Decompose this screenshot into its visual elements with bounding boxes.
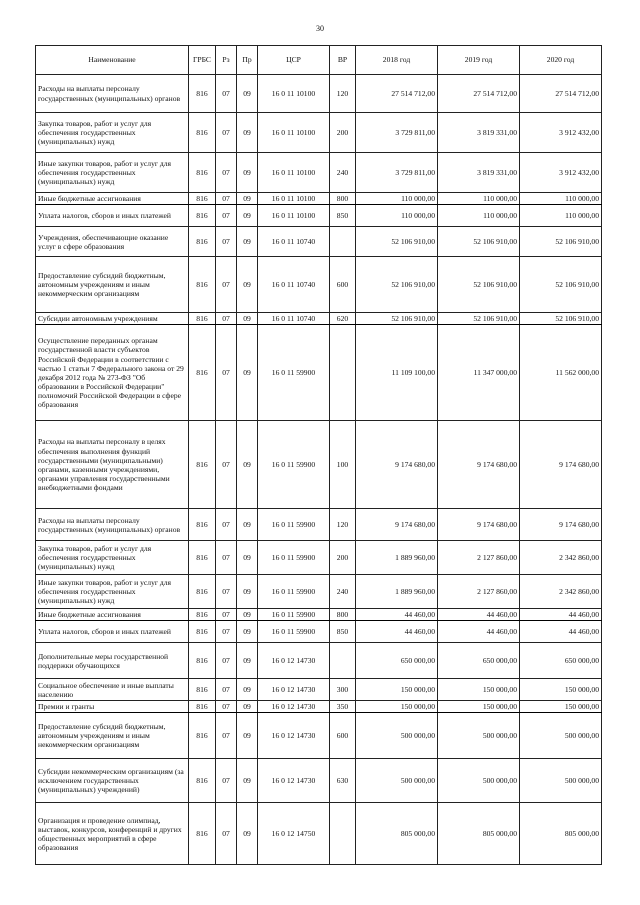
cell-2019: 110 000,00 (438, 193, 520, 205)
cell-grbs: 816 (189, 153, 216, 193)
cell-2019: 2 127 860,00 (438, 541, 520, 575)
cell-2019: 52 106 910,00 (438, 313, 520, 325)
cell-pr: 09 (237, 421, 258, 509)
cell-csr: 16 0 12 14730 (258, 679, 330, 701)
cell-2019: 500 000,00 (438, 713, 520, 759)
cell-vr: 240 (330, 153, 356, 193)
cell-csr: 16 0 11 59900 (258, 575, 330, 609)
cell-name: Закупка товаров, работ и услуг для обеспечения государственных (муниципальных) нужд (36, 541, 189, 575)
cell-grbs: 816 (189, 679, 216, 701)
cell-rz: 07 (216, 313, 237, 325)
cell-name: Закупка товаров, работ и услуг для обеспечения государственных (муниципальных) нужд (36, 113, 189, 153)
cell-2020: 2 342 860,00 (520, 541, 602, 575)
header-rz: Рз (216, 46, 237, 75)
cell-2018: 150 000,00 (356, 701, 438, 713)
cell-csr: 16 0 11 10740 (258, 313, 330, 325)
cell-2018: 9 174 680,00 (356, 421, 438, 509)
table-header-row (36, 46, 602, 75)
cell-grbs: 816 (189, 205, 216, 227)
cell-grbs: 816 (189, 257, 216, 313)
table-row (36, 153, 602, 193)
cell-pr: 09 (237, 541, 258, 575)
cell-rz: 07 (216, 609, 237, 621)
cell-rz: 07 (216, 75, 237, 113)
cell-pr: 09 (237, 313, 258, 325)
cell-2018: 52 106 910,00 (356, 257, 438, 313)
header-2018: 2018 год (356, 46, 438, 75)
cell-pr: 09 (237, 679, 258, 701)
cell-name: Предоставление субсидий бюджетным, автономным учреждениям и иным некоммерческим организациям (36, 713, 189, 759)
cell-rz: 07 (216, 541, 237, 575)
table-row (36, 803, 602, 865)
cell-2019: 52 106 910,00 (438, 257, 520, 313)
cell-vr (330, 643, 356, 679)
cell-csr: 16 0 11 10100 (258, 113, 330, 153)
cell-2020: 110 000,00 (520, 205, 602, 227)
cell-name: Иные бюджетные ассигнования (36, 193, 189, 205)
cell-grbs: 816 (189, 325, 216, 421)
cell-vr: 630 (330, 759, 356, 803)
cell-rz: 07 (216, 205, 237, 227)
cell-2020: 650 000,00 (520, 643, 602, 679)
table-row (36, 325, 602, 421)
cell-2020: 52 106 910,00 (520, 313, 602, 325)
cell-grbs: 816 (189, 541, 216, 575)
header-name: Наименование (36, 46, 189, 75)
table-row (36, 205, 602, 227)
cell-name: Предоставление субсидий бюджетным, автономным учреждениям и иным некоммерческим организациям (36, 257, 189, 313)
cell-name: Расходы на выплаты персоналу государственных (муниципальных) органов (36, 75, 189, 113)
cell-vr (330, 325, 356, 421)
cell-2019: 3 819 331,00 (438, 153, 520, 193)
cell-2020: 110 000,00 (520, 193, 602, 205)
cell-grbs: 816 (189, 609, 216, 621)
table-row (36, 701, 602, 713)
table-row (36, 621, 602, 643)
cell-2019: 3 819 331,00 (438, 113, 520, 153)
cell-name: Социальное обеспечение и иные выплаты населению (36, 679, 189, 701)
cell-2019: 44 460,00 (438, 621, 520, 643)
cell-grbs: 816 (189, 421, 216, 509)
cell-2019: 2 127 860,00 (438, 575, 520, 609)
cell-grbs: 816 (189, 75, 216, 113)
cell-2019: 500 000,00 (438, 759, 520, 803)
cell-rz: 07 (216, 325, 237, 421)
cell-vr: 600 (330, 257, 356, 313)
cell-2019: 805 000,00 (438, 803, 520, 865)
cell-rz: 07 (216, 509, 237, 541)
cell-rz: 07 (216, 803, 237, 865)
cell-2020: 27 514 712,00 (520, 75, 602, 113)
cell-vr: 120 (330, 509, 356, 541)
cell-2020: 11 562 000,00 (520, 325, 602, 421)
header-2020: 2020 год (520, 46, 602, 75)
cell-rz: 07 (216, 759, 237, 803)
table-row (36, 643, 602, 679)
cell-2020: 44 460,00 (520, 621, 602, 643)
cell-2020: 150 000,00 (520, 679, 602, 701)
cell-2018: 44 460,00 (356, 609, 438, 621)
cell-grbs: 816 (189, 509, 216, 541)
cell-name: Уплата налогов, сборов и иных платежей (36, 621, 189, 643)
cell-2019: 150 000,00 (438, 701, 520, 713)
cell-pr: 09 (237, 643, 258, 679)
cell-vr: 240 (330, 575, 356, 609)
cell-2018: 110 000,00 (356, 205, 438, 227)
cell-2018: 3 729 811,00 (356, 153, 438, 193)
cell-2018: 1 889 960,00 (356, 541, 438, 575)
header-vr: ВР (330, 46, 356, 75)
cell-grbs: 816 (189, 313, 216, 325)
cell-grbs: 816 (189, 621, 216, 643)
cell-rz: 07 (216, 621, 237, 643)
cell-pr: 09 (237, 227, 258, 257)
cell-2018: 500 000,00 (356, 713, 438, 759)
cell-2018: 52 106 910,00 (356, 227, 438, 257)
table-row (36, 193, 602, 205)
cell-2018: 27 514 712,00 (356, 75, 438, 113)
cell-rz: 07 (216, 643, 237, 679)
cell-name: Дополнительные меры государственной поддержки обучающихся (36, 643, 189, 679)
cell-pr: 09 (237, 257, 258, 313)
cell-name: Расходы на выплаты персоналу государственных (муниципальных) органов (36, 509, 189, 541)
cell-2019: 11 347 000,00 (438, 325, 520, 421)
cell-grbs: 816 (189, 643, 216, 679)
cell-2019: 52 106 910,00 (438, 227, 520, 257)
cell-2018: 1 889 960,00 (356, 575, 438, 609)
cell-csr: 16 0 12 14730 (258, 713, 330, 759)
cell-2018: 3 729 811,00 (356, 113, 438, 153)
table-row (36, 679, 602, 701)
cell-2018: 44 460,00 (356, 621, 438, 643)
cell-2020: 805 000,00 (520, 803, 602, 865)
table-row (36, 113, 602, 153)
cell-2019: 27 514 712,00 (438, 75, 520, 113)
cell-csr: 16 0 11 10100 (258, 75, 330, 113)
cell-name: Субсидии некоммерческим организациям (за исключением государственных (муниципальных) учреждений) (36, 759, 189, 803)
table-row (36, 713, 602, 759)
cell-vr: 850 (330, 621, 356, 643)
cell-2020: 9 174 680,00 (520, 509, 602, 541)
cell-2018: 150 000,00 (356, 679, 438, 701)
cell-vr: 600 (330, 713, 356, 759)
cell-vr: 100 (330, 421, 356, 509)
cell-csr: 16 0 11 59900 (258, 325, 330, 421)
cell-2019: 44 460,00 (438, 609, 520, 621)
cell-2019: 9 174 680,00 (438, 509, 520, 541)
cell-grbs: 816 (189, 701, 216, 713)
cell-grbs: 816 (189, 113, 216, 153)
cell-vr (330, 227, 356, 257)
cell-csr: 16 0 12 14730 (258, 643, 330, 679)
cell-2018: 110 000,00 (356, 193, 438, 205)
cell-rz: 07 (216, 421, 237, 509)
cell-csr: 16 0 12 14750 (258, 803, 330, 865)
cell-grbs: 816 (189, 575, 216, 609)
cell-csr: 16 0 11 10100 (258, 193, 330, 205)
cell-grbs: 816 (189, 713, 216, 759)
cell-name: Уплата налогов, сборов и иных платежей (36, 205, 189, 227)
cell-name: Субсидии автономным учреждениям (36, 313, 189, 325)
cell-rz: 07 (216, 679, 237, 701)
cell-2020: 2 342 860,00 (520, 575, 602, 609)
cell-vr: 350 (330, 701, 356, 713)
table-row (36, 75, 602, 113)
header-pr: Пр (237, 46, 258, 75)
cell-pr: 09 (237, 713, 258, 759)
cell-csr: 16 0 11 59900 (258, 609, 330, 621)
cell-pr: 09 (237, 609, 258, 621)
cell-name: Иные закупки товаров, работ и услуг для обеспечения государственных (муниципальных) нужд (36, 153, 189, 193)
cell-name: Учреждения, обеспечивающие оказание услуг в сфере образования (36, 227, 189, 257)
cell-name: Осуществление переданных органам государственной власти субъектов Российской Федерации в соответствии с частью 1 статьи 7 Федерального закона от 29 декабря 2012 года № 273-ФЗ "Об образовании в Российской Федерации" полномочий Российской Федерации в сфере образования (36, 325, 189, 421)
table-row (36, 609, 602, 621)
table-row (36, 509, 602, 541)
cell-2020: 150 000,00 (520, 701, 602, 713)
cell-2019: 650 000,00 (438, 643, 520, 679)
cell-2020: 3 912 432,00 (520, 153, 602, 193)
cell-2018: 500 000,00 (356, 759, 438, 803)
cell-2019: 110 000,00 (438, 205, 520, 227)
cell-pr: 09 (237, 153, 258, 193)
cell-pr: 09 (237, 701, 258, 713)
cell-csr: 16 0 11 10100 (258, 205, 330, 227)
cell-2018: 52 106 910,00 (356, 313, 438, 325)
cell-2020: 500 000,00 (520, 713, 602, 759)
cell-2020: 44 460,00 (520, 609, 602, 621)
table-row (36, 575, 602, 609)
cell-pr: 09 (237, 759, 258, 803)
table-row (36, 541, 602, 575)
cell-pr: 09 (237, 113, 258, 153)
cell-vr: 300 (330, 679, 356, 701)
cell-rz: 07 (216, 193, 237, 205)
cell-rz: 07 (216, 701, 237, 713)
cell-pr: 09 (237, 193, 258, 205)
header-grbs: ГРБС (189, 46, 216, 75)
cell-2020: 52 106 910,00 (520, 227, 602, 257)
cell-csr: 16 0 11 10740 (258, 227, 330, 257)
table-row (36, 227, 602, 257)
cell-2018: 805 000,00 (356, 803, 438, 865)
cell-pr: 09 (237, 205, 258, 227)
page-number: 30 (316, 24, 324, 33)
cell-vr: 120 (330, 75, 356, 113)
cell-grbs: 816 (189, 803, 216, 865)
cell-rz: 07 (216, 113, 237, 153)
cell-name: Премии и гранты (36, 701, 189, 713)
cell-vr: 800 (330, 609, 356, 621)
cell-csr: 16 0 11 59900 (258, 509, 330, 541)
cell-csr: 16 0 12 14730 (258, 701, 330, 713)
cell-vr: 200 (330, 113, 356, 153)
cell-grbs: 816 (189, 227, 216, 257)
cell-name: Организация и проведение олимпиад, выставок, конкурсов, конференций и других общественных мероприятий в сфере образования (36, 803, 189, 865)
table-row (36, 257, 602, 313)
header-2019: 2019 год (438, 46, 520, 75)
cell-2019: 150 000,00 (438, 679, 520, 701)
cell-csr: 16 0 11 59900 (258, 421, 330, 509)
cell-2018: 11 109 100,00 (356, 325, 438, 421)
cell-vr: 200 (330, 541, 356, 575)
cell-2020: 3 912 432,00 (520, 113, 602, 153)
header-csr: ЦСР (258, 46, 330, 75)
cell-name: Расходы на выплаты персоналу в целях обеспечения выполнения функций государственными (муниципальными) органами, казенными учреждениями, органами управления государственными внебюджетными фондами (36, 421, 189, 509)
cell-csr: 16 0 11 10740 (258, 257, 330, 313)
cell-pr: 09 (237, 803, 258, 865)
table-row (36, 759, 602, 803)
cell-grbs: 816 (189, 193, 216, 205)
cell-vr: 850 (330, 205, 356, 227)
cell-csr: 16 0 11 59900 (258, 621, 330, 643)
cell-pr: 09 (237, 509, 258, 541)
table-body (36, 75, 602, 865)
cell-vr: 800 (330, 193, 356, 205)
cell-name: Иные бюджетные ассигнования (36, 609, 189, 621)
cell-rz: 07 (216, 713, 237, 759)
cell-csr: 16 0 12 14730 (258, 759, 330, 803)
cell-grbs: 816 (189, 759, 216, 803)
cell-2018: 9 174 680,00 (356, 509, 438, 541)
table-row (36, 313, 602, 325)
cell-rz: 07 (216, 575, 237, 609)
cell-csr: 16 0 11 10100 (258, 153, 330, 193)
cell-csr: 16 0 11 59900 (258, 541, 330, 575)
cell-pr: 09 (237, 575, 258, 609)
cell-vr: 620 (330, 313, 356, 325)
cell-pr: 09 (237, 325, 258, 421)
cell-2020: 9 174 680,00 (520, 421, 602, 509)
cell-pr: 09 (237, 621, 258, 643)
cell-vr (330, 803, 356, 865)
cell-2018: 650 000,00 (356, 643, 438, 679)
cell-rz: 07 (216, 153, 237, 193)
cell-name: Иные закупки товаров, работ и услуг для обеспечения государственных (муниципальных) нужд (36, 575, 189, 609)
budget-table (35, 45, 602, 865)
table-row (36, 421, 602, 509)
cell-rz: 07 (216, 227, 237, 257)
cell-2020: 52 106 910,00 (520, 257, 602, 313)
cell-pr: 09 (237, 75, 258, 113)
cell-2020: 500 000,00 (520, 759, 602, 803)
cell-rz: 07 (216, 257, 237, 313)
cell-2019: 9 174 680,00 (438, 421, 520, 509)
